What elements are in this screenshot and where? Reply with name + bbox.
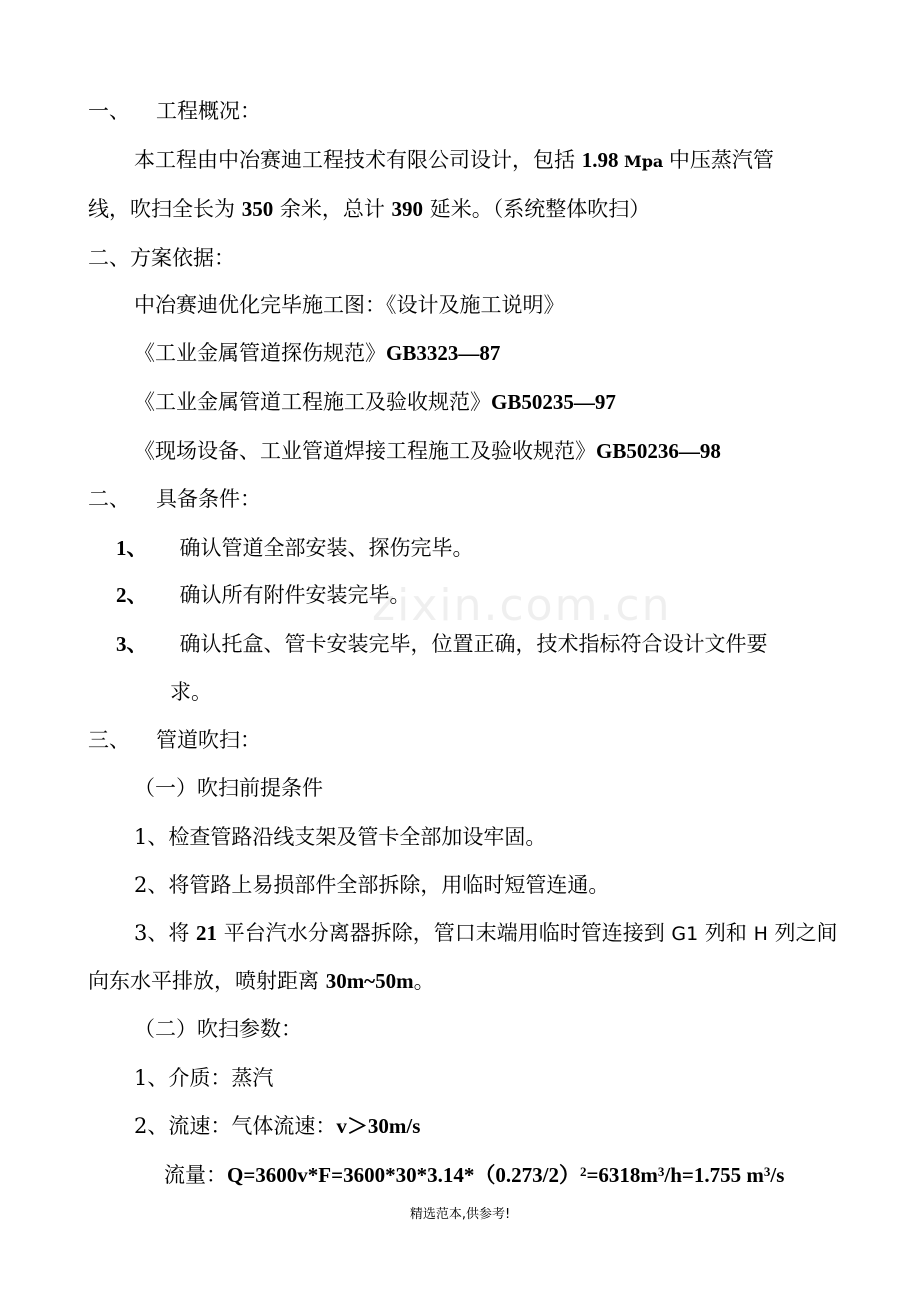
formula-part: /s — [770, 1163, 785, 1187]
reference-4 — [134, 436, 721, 466]
list-item-text: 2、将管路上易损部件全部拆除，用临时短管连通。 — [134, 873, 610, 897]
condition-number: 1、 — [116, 536, 148, 560]
text: 。 — [413, 969, 435, 993]
column-h: H — [753, 923, 768, 945]
watermark: zixin.com.cn — [372, 580, 672, 631]
precondition-1 — [134, 822, 546, 852]
superscript: 3 — [657, 1164, 665, 1179]
text: 向东水平排放，喷射距离 — [88, 969, 326, 993]
text: 列之间 — [767, 921, 838, 945]
superscript: 2 — [579, 1164, 587, 1179]
condition-text: 确认所有附件安装完毕。 — [179, 583, 411, 607]
reference-2 — [134, 338, 500, 368]
precondition-2 — [134, 870, 609, 900]
list-item-text: 1、检查管路沿线支架及管卡全部加设牢固。 — [134, 825, 547, 849]
pressure-value: 1.98 — [581, 148, 619, 172]
length-value: 350 — [241, 197, 274, 221]
platform-number: 21 — [196, 921, 218, 945]
text: 本工程由中冶赛迪工程技术有限公司设计，包括 — [134, 148, 582, 172]
param-label: 流量： — [164, 1163, 227, 1187]
param-value: v＞30m/s — [336, 1114, 421, 1138]
param-value: 蒸汽 — [231, 1066, 274, 1090]
section-heading-4 — [88, 725, 261, 755]
section-number: 一、 — [88, 99, 130, 123]
section-number: 二、 — [88, 246, 130, 270]
condition-text: 求。 — [170, 680, 212, 704]
subsection-title: （一）吹扫前提条件 — [134, 776, 323, 800]
reference-text: 《工业金属管道工程施工及验收规范》 — [134, 390, 491, 414]
subsection-title: （二）吹扫参数： — [134, 1017, 302, 1041]
condition-number: 3、 — [116, 632, 148, 656]
reference-code: GB50235—97 — [491, 390, 616, 414]
formula-part: /h=1.755 m — [664, 1163, 764, 1187]
reference-text: 《工业金属管道探伤规范》 — [134, 341, 386, 365]
section-title: 管道吹扫： — [156, 728, 261, 752]
text: 延米。（系统整体吹扫） — [423, 197, 651, 221]
param-velocity — [134, 1111, 420, 1141]
column-g1: G1 — [671, 923, 699, 945]
param-medium — [134, 1063, 273, 1093]
subsection-heading-1 — [134, 773, 323, 803]
text: 3、将 — [134, 921, 197, 945]
spray-distance: 30m~50m — [325, 969, 414, 993]
text: 中压蒸汽管 — [668, 148, 774, 172]
text: 列和 — [698, 921, 754, 945]
section-title: 具备条件： — [156, 487, 261, 511]
section-heading-1 — [88, 96, 261, 126]
reference-code: GB3323—87 — [386, 341, 501, 365]
text: 余米，总计 — [273, 197, 392, 221]
condition-text: 确认托盒、管卡安装完毕，位置正确，技术指标符合设计文件要 — [179, 632, 768, 656]
condition-3 — [116, 629, 768, 659]
condition-1 — [116, 533, 474, 563]
condition-2 — [116, 580, 411, 610]
reference-code: GB50236—98 — [596, 439, 721, 463]
condition-3-continued — [170, 677, 212, 707]
param-label: 1、介质： — [134, 1066, 232, 1090]
section-title: 工程概况： — [156, 99, 261, 123]
formula-part: （0.273/2） — [474, 1163, 580, 1187]
condition-number: 2、 — [116, 583, 148, 607]
condition-text: 确认管道全部安装、探伤完毕。 — [179, 536, 474, 560]
formula-part: =6318m — [586, 1163, 658, 1187]
reference-3 — [134, 387, 616, 417]
text: 线，吹扫全长为 — [88, 197, 242, 221]
total-value: 390 — [391, 197, 424, 221]
reference-text: 中冶赛迪优化完毕施工图：《设计及施工说明》 — [134, 293, 565, 317]
section-number: 三、 — [88, 728, 130, 752]
section-heading-2 — [88, 243, 235, 273]
param-flow-formula — [164, 1160, 784, 1190]
section-number: 二、 — [88, 487, 130, 511]
reference-1 — [134, 290, 565, 320]
param-label: 2、流速：气体流速： — [134, 1114, 337, 1138]
page-footer: 精选范本,供参考! — [409, 1207, 511, 1222]
reference-text: 《现场设备、工业管道焊接工程施工及验收规范》 — [134, 439, 596, 463]
superscript: 3 — [763, 1164, 771, 1179]
subsection-heading-2 — [134, 1014, 302, 1044]
section-title: 方案依据： — [130, 246, 235, 270]
text: 平台汽水分离器拆除，管口末端用临时管连接到 — [217, 921, 672, 945]
precondition-3-continued — [88, 966, 435, 996]
paragraph-overview-line2 — [88, 194, 650, 224]
paragraph-overview-line1 — [134, 145, 774, 177]
formula-part: Q=3600v*F=3600*30*3.14* — [227, 1163, 475, 1187]
section-heading-3 — [88, 484, 261, 514]
pressure-unit: Mpa — [618, 152, 669, 171]
precondition-3 — [134, 918, 838, 949]
